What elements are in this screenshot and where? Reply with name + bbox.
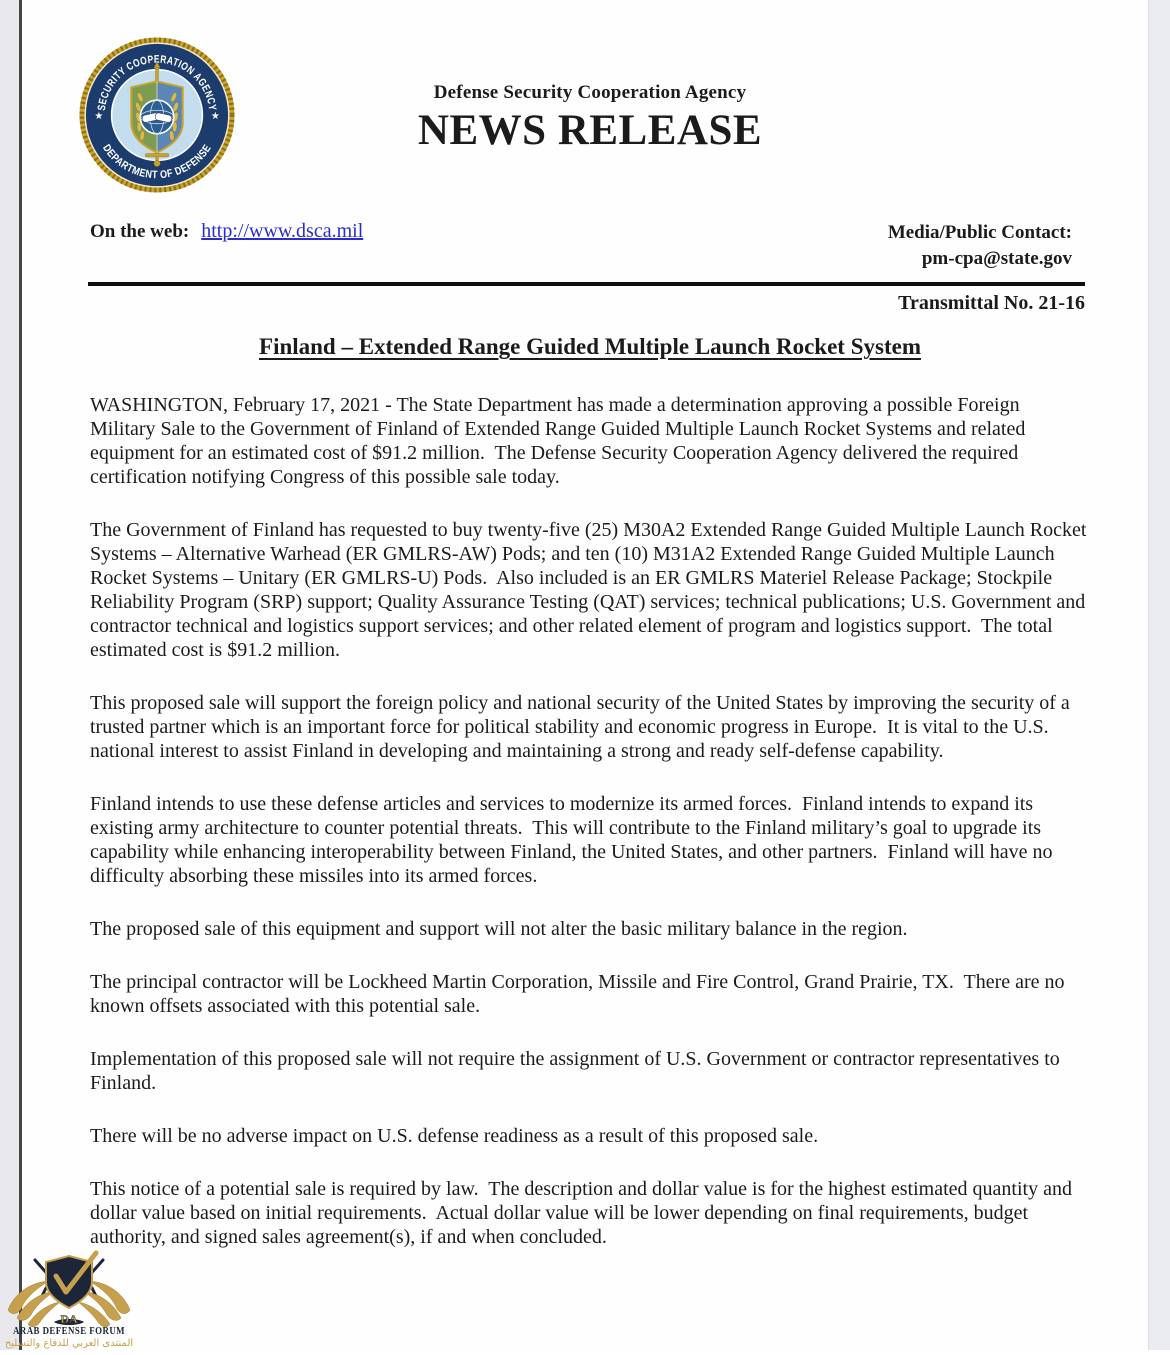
right-gutter — [1148, 0, 1170, 1350]
on-the-web — [90, 220, 363, 243]
agency-name: Defense Security Cooperation Agency — [433, 82, 747, 103]
meta-row — [90, 220, 1090, 272]
paragraph: The Government of Finland has requested to buy twenty-five (25) M30A2 Extended Range Guided Multiple Launch Rocket Systems – Alternative Warhead (ER GMLRS-AW) Pods; and ten (10) M31A2 Extended Range Guided Multiple Launch Rocket Systems – Unitary (ER GMLRS-U) Pods. Also included is an ER GMLRS Materiel Release Package; Stockpile Reliability Program (SRP) support; Quality Assurance Testing (QAT) services; technical publications; U.S. Government and contractor technical and logistics support services; and other related element of program and logistics support. The total estimated cost is $91.2 million. — [90, 519, 1092, 661]
transmittal-number: Transmittal No. 21-16 — [898, 292, 1085, 314]
media-contact-block — [888, 220, 1090, 272]
paragraph: WASHINGTON, February 17, 2021 - The State Department has made a determination approving a possible Foreign Military Sale to the Government of Finland of Extended Range Guided Multiple Launch Rocket Systems and related equipment for an estimated cost of $91.2 million. The Defense Security Cooperation Agency delivered the required certification notifying Congress of this possible sale today. — [90, 394, 1031, 488]
divider-rule — [88, 282, 1085, 286]
paragraph: Implementation of this proposed sale will not require the assignment of U.S. Government or contractor representatives to Finland. — [90, 1048, 1065, 1094]
seal-right-star-icon: ★ — [210, 110, 220, 122]
contact-email: pm-cpa@state.gov — [921, 248, 1072, 269]
paragraph: This proposed sale will support the foreign policy and national security of the United States by improving the security of a trusted partner which is an important force for political stability and economic progress in Europe. It is vital to the U.S. national interest to assist Finland in developing and maintaining a strong and ready self-defense capability. — [90, 692, 1075, 762]
arab-defense-forum-watermark — [2, 1248, 136, 1350]
contact-label: Media/Public Contact: — [887, 222, 1072, 243]
watermark-shield-icon — [46, 1253, 96, 1308]
watermark-initials: DA — [60, 1312, 78, 1326]
paragraph: Finland intends to use these defense articles and services to modernize its armed forces. Finland intends to expand its existing army architecture to counter potential threats. This will contribute to the Finland military’s goal to upgrade its capability while enhancing interoperability between Finland, the United States, and other partners. Finland will have no difficulty absorbing these missiles into its armed forces. — [90, 793, 1058, 887]
document-title: Finland – Extended Range Guided Multiple Launch Rocket System — [259, 334, 921, 359]
dsca-website-link[interactable]: http://www.dsca.mil — [201, 220, 364, 242]
seal-bottom-text: DEPARTMENT OF DEFENSE — [100, 141, 215, 182]
news-release-heading: NEWS RELEASE — [417, 107, 763, 154]
paragraph: There will be no adverse impact on U.S. defense readiness as a result of this proposed sale. — [90, 1125, 819, 1147]
seal-top-text: SECURITY COOPERATION AGENCY — [95, 53, 219, 114]
paragraph: The proposed sale of this equipment and support will not alter the basic military balance in the region. — [90, 918, 908, 940]
watermark-svg — [2, 1248, 136, 1350]
left-gutter — [0, 0, 19, 1350]
paragraph: The principal contractor will be Lockheed Martin Corporation, Missile and Fire Control, Grand Prairie, TX. There are no known offsets associated with this potential sale. — [90, 971, 1070, 1017]
watermark-name-ar: المنتدى العربي للدفاع والتسليح — [4, 1338, 134, 1349]
paragraph: This notice of a potential sale is required by law. The description and dollar value is for the highest estimated quantity and dollar value based on initial requirements. Actual dollar value will be lower depending on final requirements, budget authority, and signed sales agreement(s), if and when concluded. — [90, 1178, 1077, 1248]
watermark-name-en: ARAB DEFENSE FORUM — [13, 1326, 126, 1337]
article-body — [90, 393, 1090, 1278]
masthead — [90, 82, 1090, 155]
seal-left-star-icon: ★ — [94, 110, 104, 122]
document-page — [22, 0, 1148, 1350]
web-label: On the web: — [90, 221, 190, 242]
